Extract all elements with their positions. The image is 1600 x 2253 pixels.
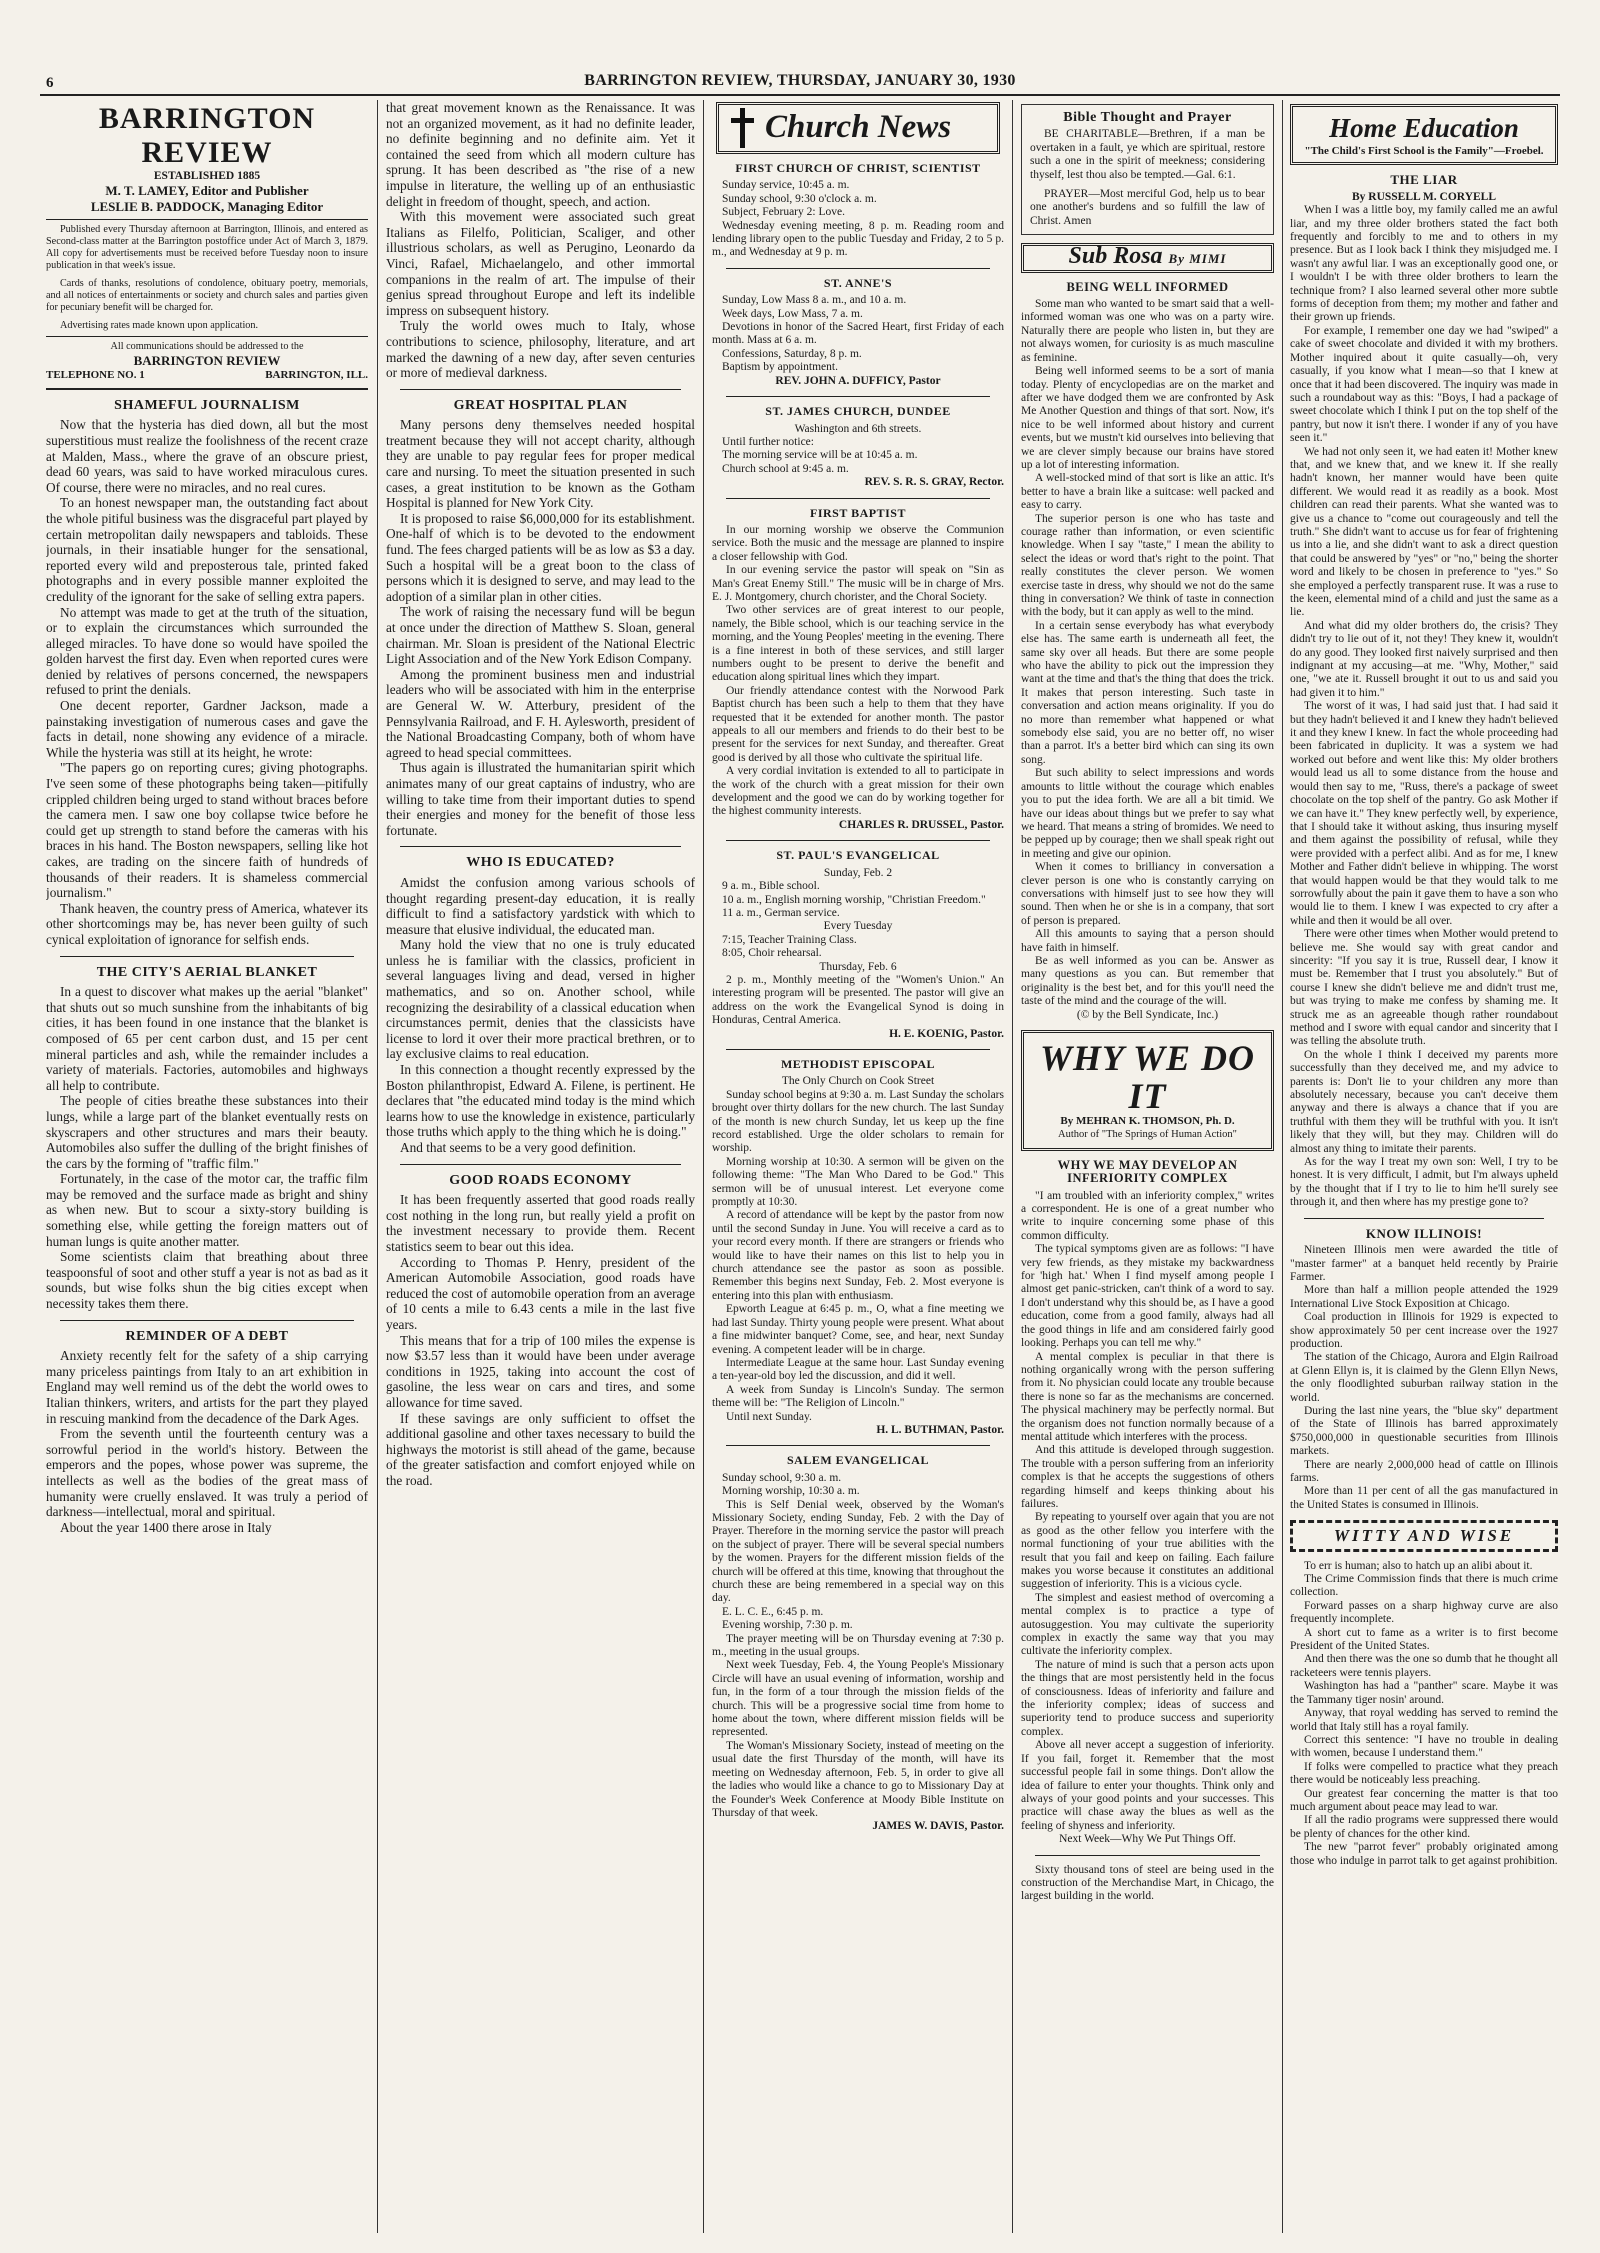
column-rule [1282, 100, 1283, 2233]
article-paragraph: Some scientists claim that breathing about three teaspoonsful of soot and other stuff a year is not as bad as it sounds, but wise folks shun the big cities except when necessity takes them there. [46, 1249, 368, 1312]
article-paragraph: Thank heaven, the country press of America, whatever its other shortcomings may be, has never been guilty of such cynical exploitation of ignorance for selfish ends. [46, 900, 368, 947]
column-editorial-2 [386, 100, 695, 2233]
church-date: Every Tuesday [823, 920, 893, 933]
article-headline: BEING WELL INFORMED [1066, 279, 1229, 294]
article-headline: THE LIAR [1390, 172, 1458, 188]
article-paragraph: Thus again is illustrated the humanitarian spirit which animates many of our great captains of industry, who are willing to take time from their important duties to spend their energies and money for the benefit of those less fortunate. [386, 760, 695, 838]
article-paragraph: that great movement known as the Renaissance. It was not an organized movement, as it had no definite leader, no definite beginning and no definite aim. Yet it contained the seed from which all modern culture has sprung. It has been described as "the rise of a new impulse in literature, the welling up of an enthusiastic delight in freedom of thought, speech, and action. [386, 100, 695, 209]
quip: If folks were compelled to practice what they preach there would be noticeably less preaching. [1290, 1760, 1558, 1787]
article-paragraph: Among the prominent business men and industrial leaders who will be associated with him in the enterprise are General W. W. Atterbury, president of the Pennsylvania Railroad, and F. H. Aylesworth, president of the National Broadcasting Company, both of whom have agreed to head special committees. [386, 666, 695, 760]
syndicate-credit: (© by the Bell Syndicate, Inc.) [1076, 1008, 1219, 1021]
church-paragraph: A very cordial invitation is extended to all to participate in the work of the church with a great mission for their own development and the good we can do by working together for the highest community interests. [712, 765, 1004, 818]
service-line: Until further notice: [722, 435, 814, 448]
page-header: BARRINGTON REVIEW, THURSDAY, JANUARY 30, 1930 [584, 72, 1016, 89]
church-service-list [712, 436, 1004, 476]
article-paragraph: Some man who wanted to be smart said that a well-informed woman was one who was on a party wire. Naturally there are people who listen in, but they are not always women, for curiosity is as much masculine as feminine. [1021, 298, 1274, 364]
bible-prayer: PRAYER—Most merciful God, help us to bear one another's burdens and so fulfill the law of Christ. Amen [1030, 188, 1265, 227]
article-paragraph: To an honest newspaper man, the outstanding fact about the whole pitiful business was the disgraceful part played by certain metropolitan daily newspapers and tabloids. These journals, in their insatiable hunger for the sensational, reported every wild and preposterous tale, printed faked photographs and in every possible manner exploited the credulity of the ignorant for the sake of selling extra papers. [46, 495, 368, 604]
article-paragraph: The nature of mind is such that a person acts upon the things that are most persistently held in the focus of consciousness. Ideas of inferiority and failure and the inferiority complex; ideas of success and superiority tend to produce success and superiority complex. [1021, 1658, 1274, 1738]
church-paragraph: Epworth League at 6:45 p. m., O, what a fine meeting we had last Sunday. Thirty young people were present. What about a fine midwinter banquet? Come, see, and hear, next Sunday evening. A competent leader will be in charge. [712, 1303, 1004, 1356]
editor-line: M. T. LAMEY, Editor and Publisher [105, 183, 309, 199]
church-service-list [712, 934, 1004, 961]
column-editorial-1 [46, 100, 368, 2233]
article-paragraph: When I was a little boy, my family called me an awful liar, and my three older brothers stated the fact both frequently and forcibly to me and to others in my presence. But as I look back I think they misjudged me. I wasn't any awful liar. I was an exceptionally good one, or I wouldn't I be with three older brothers to learn the technique from? I also learned several other more subtle forms of deception from them; my mother and father and their grown up friends. [1290, 204, 1558, 324]
article-paragraph: In this connection a thought recently expressed by the Boston philanthropist, Edward A. Filene, is pertinent. He declares that "the educated mind today is the mind which learns how to use the knowledge in existence, particularly those truths which apply to the thing which he is doing." [386, 1062, 695, 1140]
column-home [1290, 100, 1558, 2233]
service-line: Confessions, Saturday, 8 p. m. [722, 347, 862, 360]
church-paragraph: In our morning worship we observe the Communion service. Both the music and the message are planned to inspire a closer fellowship with God. [712, 523, 1004, 563]
church-date: Sunday, Feb. 2 [823, 866, 893, 879]
church-paragraph: A record of attendance will be kept by the pastor from now until the second Sunday in June. You will receive a card as to your record every month. If there are strangers or friends who would like to have their names on this list to help you in church attendance see the pastor as soon as possible. Remember this begins next Sunday, Feb. 2. Most everyone is entering into this plan with enthusiasm. [712, 1209, 1004, 1302]
church-paragraph: 2 p. m., Monthly meeting of the "Women's Union." An interesting program will be presented. The pastor will give an address on the work the Evangelical Synod is doing in Honduras, Central America. [712, 973, 1004, 1027]
service-line: 11 a. m., German service. [722, 906, 840, 919]
article-paragraph: Being well informed seems to be a sort of mania today. Plenty of encyclopedias are on the market and after we have dodged them we are confronted by Ask Me Another Question and things of that sort. Now, it's nice to be well informed about history and current events, but we mustn't kid ourselves into believing that we are clever simply because our brains have stored up a lot of interesting information. [1021, 365, 1274, 471]
publication-note: Published every Thursday afternoon at Barrington, Illinois, and entered as Second-class matter at the Barrington postoffice under Act of March 3, 1879. All copy for advertisements must be received before Tuesday noon to insure publication in that week's issue. [46, 223, 368, 271]
service-line: Evening worship, 7:30 p. m. [722, 1619, 853, 1632]
article-paragraph: For example, I remember one day we had "swiped" a cake of sweet chocolate and divided it with my brothers. Mother inquired about it quite casually—oh, very casually, if you know what I mean—so that I knew at once that it had been discovered. The inquiry was made in such a roundabout way as this: "Boys, I had a package of sweet chocolate which I think I put on the top shelf of the pantry, but now it isn't there. I wonder if any of you have seen it." [1290, 324, 1558, 445]
church-paragraph: Intermediate League at the same hour. Last Sunday evening a ten-year-old boy led the discussion, and did it well. [712, 1356, 1004, 1383]
article-paragraph: From the seventh until the fourteenth century was a sorrowful period in the world's history. Between the emperors and the popes, whose power was supreme, the intellects as well as the bodies of the great mass of humanity were cruelly enslaved. It was truly a period of darkness—intellectual, moral and spiritual. [46, 1426, 368, 1520]
column-rule [703, 100, 704, 2233]
article-paragraph: With this movement were associated such great Italians as Filelfo, Politician, Scaliger, and other illustrious scholars, as well as Perugino, Leonardo da Vinci, Rafael, Michaelangelo, and other immortal companions in the realm of art. The impulse of their genius spread throughout Europe and left its indelible impress on subsequent history. [386, 209, 695, 318]
article-byline: By RUSSELL M. CORYELL [1351, 190, 1497, 203]
article-paragraph: There are nearly 2,000,000 head of cattle on Illinois farms. [1290, 1458, 1558, 1484]
advertising-note: Advertising rates made known upon application. [60, 319, 259, 331]
article-paragraph: The people of cities breathe these substances into their lungs, while a large part of the blanket eventually rests on skyscrapers and other structures and mars their beauty. Automobiles also suffer the dulling of the bright finishes of the cars by the forming of "traffic film." [46, 1093, 368, 1171]
address-note: All communications should be addressed to the [110, 340, 304, 352]
service-line: 10 a. m., English morning worship, "Christian Freedom." [722, 893, 986, 906]
article-headline: REMINDER OF A DEBT [125, 1328, 289, 1344]
why-byline: By MEHRAN K. THOMSON, Ph. D. [1060, 1115, 1235, 1127]
church-pastor: JAMES W. DAVIS, Pastor. [872, 1820, 1004, 1833]
telephone-line [46, 368, 368, 384]
sub-rosa-byline: By MIMI [1168, 251, 1227, 267]
church-paragraph: Two other services are of great interest to our people, namely, the Bible school, which is our teaching service in the morning, and the Young Peoples' meeting in the evening. There is a fine interest in both of these services, and still larger numbers ought to be present to derive the benefit and education along spiritual lines which they impart. [712, 604, 1004, 684]
article-paragraph: It has been frequently asserted that good roads really cost nothing in the long run, but really yield a profit on the investment necessary to provide them. Recent statistics seem to bear out this idea. [386, 1192, 695, 1254]
article-paragraph: And what did my older brothers do, the crisis? They didn't try to lie out of it, not they! They knew it, wouldn't do any good. They looked first naively surprised and then indignant at my accusing—at me. "Why, Mother," said one, "we ate it. Russell brought it out to us and said you had given it to him." [1290, 619, 1558, 699]
article-paragraph: Truly the world owes much to Italy, whose contributions to science, philosophy, literature, and art marked the dawning of a new day, after seven centuries or more of medieval darkness. [386, 318, 695, 381]
church-name: FIRST BAPTIST [810, 505, 906, 520]
church-service-list [712, 1472, 1004, 1499]
article-paragraph: No attempt was made to get at the truth of the situation, or to explain the circumstances which surrounded the alleged miracles. To have done so would have spoiled the golden harvest the first day. Even when reported cures were denied by relatives of persons concerned, the newspapers refused to print the denials. [46, 604, 368, 698]
article-paragraph: "I am troubled with an inferiority complex," writes a correspondent. He is one of a great number who write to inquire concerning some phase of this common difficulty. [1021, 1189, 1274, 1242]
article-paragraph: Nineteen Illinois men were awarded the title of "master farmer" at a banquet held recently by Prairie Farmer. [1290, 1244, 1558, 1283]
church-news-banner [716, 102, 1000, 154]
service-line: E. L. C. E., 6:45 p. m. [722, 1605, 824, 1618]
why-we-do-it-banner [1021, 1030, 1274, 1151]
managing-editor-line: LESLIE B. PADDOCK, Managing Editor [90, 199, 324, 214]
telephone: TELEPHONE NO. 1 [46, 369, 145, 382]
service-line: Sunday service, 10:45 a. m. [722, 179, 850, 192]
article-paragraph: This means that for a trip of 100 miles the expense is now $3.57 less than it would have been under average conditions in 1925, taking into account the cost of gasoline, the less wear on cars and tires, and some allowance for time saved. [386, 1332, 695, 1410]
service-line: Devotions in honor of the Sacred Heart, first Friday of each month. Mass at 6 a. m. [712, 321, 1004, 347]
article-paragraph: Now that the hysteria has died down, all but the most superstitious must realize the foolishness of the recent craze at Malden, Mass., where the grave of an obscure priest, dead 60 years, was said to have worked miraculous cures. Of course, there were no miracles, and no real cures. [46, 417, 368, 495]
quip: Correct this sentence: "I have no trouble in dealing with women, because I understand them." [1290, 1733, 1558, 1760]
article-paragraph: As for the way I treat my own son: Well, I try to be honest. It is very difficult, I admit, but I'm always upheld by the thought that if I try to lie to him he'll surely see through it, and then where has my prestige gone to? [1290, 1156, 1558, 1209]
article-paragraph: The station of the Chicago, Aurora and Elgin Railroad at Glenn Ellyn is, it is claimed by the Glenn Ellyn News, the only floodlighted suburban railway station in the world. [1290, 1351, 1558, 1404]
service-line: Sunday school, 9:30 o'clock a. m. [722, 192, 877, 205]
quip: Anyway, that royal wedding has served to remind the world that Italy still has a royal family. [1290, 1707, 1558, 1733]
article-headline: GREAT HOSPITAL PLAN [453, 397, 628, 413]
service-line: 8:05, Choir rehearsal. [722, 947, 822, 960]
church-address: Washington and 6th streets. [794, 422, 922, 435]
quip: Forward passes on a sharp highway curve are also frequently incomplete. [1290, 1599, 1558, 1626]
home-education-motto: "The Child's First School is the Family"—Froebel. [1304, 145, 1544, 157]
established-line: ESTABLISHED 1885 [153, 170, 261, 182]
article-paragraph: Fortunately, in the case of the motor car, the traffic film may be removed and the surface made as bright and shiny as when new. But to scour a sixty-story building is something else, while getting the foreign matters out of human lungs is quite another matter. [46, 1171, 368, 1249]
church-service-list [712, 179, 1004, 259]
quip: The Crime Commission finds that there is much crime collection. [1290, 1573, 1558, 1599]
witty-and-wise-banner: WITTY AND WISE [1290, 1520, 1558, 1551]
church-paragraph: This is Self Denial week, observed by the Woman's Missionary Society, ending Sunday, Feb. 2 with the Day of Prayer. Therefore in the morning service the pastor will preach on the subject of prayer. There will be several special numbers by the women. Prayers for the different mission fields of the church will be offered at this time, knowing that throughout the church these are being remembered in a special way on this day. [712, 1498, 1004, 1605]
article-headline: WHY WE MAY DEVELOP AN INFERIORITY COMPLEX [1057, 1157, 1238, 1186]
article-paragraph: The typical symptoms given are as follows: "I have very few friends, as they mistake my backwardness for 'high hat.' When I find myself among people I almost get panic-stricken, can't think of a word to say. I don't understand why this should be, as I have a good education, come from a good family, always had all the good things in life and am considered fairly good looking. Perhaps you can tell me why." [1021, 1243, 1274, 1350]
church-name: FIRST CHURCH OF CHRIST, SCIENTIST [735, 161, 981, 175]
article-paragraph: One decent reporter, Gardner Jackson, made a painstaking investigation of numerous cases and gave the facts in detail, none showing any evidence of a miracle. While the hysteria was still at its height, he wrote: [46, 698, 368, 760]
article-paragraph: "The papers go on reporting cures; giving photographs. I've seen some of these photographs being taken—pitifully crippled children being urged to stand without braces before the camera men. I saw one boy collapse twice before he could get up strength to stand before the cameras with his braces in his hand. The Boston newspapers, selling like hot cakes, are trading on the sincere faith of hundreds of thousands of their readers. It is shameless commercial journalism." [46, 760, 368, 901]
church-pastor: H. L. BUTHMAN, Pastor. [876, 1423, 1004, 1436]
church-name: SALEM EVANGELICAL [787, 1453, 929, 1468]
service-line: Morning worship, 10:30 a. m. [722, 1485, 860, 1498]
home-education-title: Home Education [1329, 113, 1519, 143]
article-paragraph: The worst of it was, I had said just that. I had said it but they hadn't believed it and I knew they hadn't believed it and they knew I knew. In fact the whole proceeding had been fabricated in duplicity. It was a system we had worked out before and went like this: My older brothers would lead us all to some distance from the house and would then say to me, "Russ, there's a package of sweet chocolate on the top shelf of the pantry. Go ask Mother if we can have it." They knew perfectly well, by experience, that I should take it without asking, thus insuring myself and them against the possibility of refusal, while they were provided with a perfect alibi. And as for me, I knew Mother and Father didn't believe in whipping. The worst that would happen would be that they would talk to me sorrowfully about the pain it gave them to have a son who would lie to them. I knew I was expected to cry after a while and then it would be all over. [1290, 700, 1558, 927]
bible-verse: BE CHARITABLE—Brethren, if a man be overtaken in a fault, ye which are spiritual, restore such a one in the spirit of meekness; considering thyself, lest thou also be tempted.—Gal. 6:1. [1030, 128, 1265, 181]
column-features [1021, 100, 1274, 2233]
page-masthead [40, 66, 1560, 96]
quip: Washington has had a "panther" scare. Maybe it was the Tammany tiger nosin' around. [1290, 1680, 1558, 1706]
why-author-note: Author of "The Springs of Human Action" [1058, 1129, 1237, 1141]
article-headline: GOOD ROADS ECONOMY [449, 1172, 632, 1188]
article-paragraph: It is proposed to raise $6,000,000 for its establishment. One-half of which is to be devoted to the endowment fund. The fees charged patients will be as low as $3 a day. Such a hospital will be a great boon to the class of persons which it is designed to serve, and may lead to the adoption of a similar plan in other cities. [386, 510, 695, 604]
service-line: Week days, Low Mass, 7 a. m. [722, 307, 863, 320]
bible-thought-box [1021, 104, 1274, 235]
article-paragraph: A well-stocked mind of that sort is like an attic. It's better to have a brain like a suitcase: well packed and easy to carry. [1021, 472, 1274, 512]
article-paragraph: There were other times when Mother would pretend to believe me. She would say with great candor and sincerity: "If you say it is true, Russell dear, I know it must be. Remember that I trust you absolutely." But of course I knew she didn't believe me and didn't trust me, but was trying to make me confess by shaming me. It struck me as an agreeable though rather roundabout method and I swore with equal candor and sincerity that I was telling the absolute truth. [1290, 928, 1558, 1048]
cards-note: Cards of thanks, resolutions of condolence, obituary poetry, memorials, and all notices of entertainments or society and church sales and parties given for pecuniary benefit will be charged for. [46, 277, 368, 313]
church-service-list [712, 880, 1004, 920]
article-paragraph: Many hold the view that no one is truly educated unless he is familiar with the classics, proficient in several languages living and dead, versed in higher mathematics, and so on. Another school, while recognizing the desirability of a classical education when circumstances permit, denies that the classicists have license to lord it over their more practical brethren, or to lay exclusive claims to real education. [386, 937, 695, 1062]
church-address: The Only Church on Cook Street [781, 1075, 935, 1088]
church-paragraph: A week from Sunday is Lincoln's Sunday. The sermon theme will be: "The Religion of Lincoln." [712, 1383, 1004, 1410]
article-paragraph: More than half a million people attended the 1929 International Live Stock Exposition at Chicago. [1290, 1284, 1558, 1310]
service-line: Sunday, Low Mass 8 a. m., and 10 a. m. [722, 294, 907, 307]
church-pastor: REV. JOHN A. DUFFICY, Pastor [775, 374, 941, 387]
church-name: ST. PAUL'S EVANGELICAL [776, 848, 940, 863]
column-church-news [712, 100, 1004, 2233]
sub-rosa-title: Sub Rosa [1068, 243, 1163, 270]
article-paragraph: According to Thomas P. Henry, president of the American Automobile Association, good roads have reduced the cost of automobile operation from an average of 10 cents a mile to 6.43 cents a mile in the last five years. [386, 1254, 695, 1332]
article-paragraph: During the last nine years, the "blue sky" department of the State of Illinois has barred approximately $750,000,000 in questionable securities from Illinois markets. [1290, 1404, 1558, 1458]
church-pastor: H. E. KOENIG, Pastor. [889, 1027, 1004, 1040]
service-line: Subject, February 2: Love. [722, 206, 845, 219]
home-education-banner [1290, 104, 1558, 165]
article-paragraph: Many persons deny themselves needed hospital treatment because they will not accept charity, although they are unable to pay regular fees for proper medical care and nursing. To meet the situation presented in such cases, a great institution to be known as the Gotham Hospital is planned for New York City. [386, 417, 695, 511]
sub-rosa-banner [1021, 243, 1274, 272]
article-paragraph: The work of raising the necessary fund will be begun at once under the direction of Matthew S. Sloan, general chairman. Mr. Sloan is president of the National Electric Light Association and of the New York Edison Company. [386, 604, 695, 667]
article-paragraph: In a quest to discover what makes up the aerial "blanket" that shuts out so much sunshine from the inhabitants of big cities, it has been found in one instance that the blanket is composed of 65 per cent carbon dust, and 15 per cent mineral particles and ash, while the remainder includes a variety of materials. Factories, automobiles and highways all help to contribute. [46, 984, 368, 1093]
service-line: Baptism by appointment. [722, 361, 838, 374]
quip: The new "parrot fever" probably originated among those who indulge in parrot talk to get against prohibition. [1290, 1841, 1558, 1867]
article-paragraph: If these savings are only sufficient to offset the additional gasoline and other taxes necessary to build the highways the motorist is still ahead of the game, because of the greater satisfaction and comfort enjoyed while on the road. [386, 1410, 695, 1488]
service-line: The morning service will be at 10:45 a. m. [722, 449, 918, 462]
article-paragraph: Anxiety recently felt for the safety of a ship carrying many priceless paintings from Italy to an art exhibition in England may well remind us of the debt the world owes to Italian thinkers, writers, and artists for the part they played in rescuing mankind from the decadence of the Dark Ages. [46, 1348, 368, 1426]
page-number: 6 [46, 75, 54, 91]
service-line: 9 a. m., Bible school. [722, 880, 820, 893]
church-service-list [712, 1606, 1004, 1633]
cross-icon [729, 108, 755, 148]
article-paragraph: A mental complex is peculiar in that there is nothing organically wrong with the person suffering from it. No physician could locate any trouble because there is none so far as the mechanisms are concerned. The physical machinery may be perfectly normal. But the organism does not function normally because of a mental attitude which interferes with the process. [1021, 1350, 1274, 1443]
church-paragraph: Until next Sunday. [726, 1410, 812, 1423]
newspaper-name: BARRINGTON REVIEW [98, 102, 316, 169]
article-paragraph: Sixty thousand tons of steel are being used in the construction of the Merchandise Mart, in Chicago, the largest building in the world. [1021, 1863, 1274, 1903]
article-paragraph: But such ability to select impressions and words amounts to little without the courage which enables you to put the idea forth. We are all a bit timid. We have our ideas about things but we prefer to say what we heard. That means a string of bromides. We need to be pepped up by courage; then we shall speak right out in meeting and give our opinion. [1021, 767, 1274, 860]
quip: Our greatest fear concerning the matter is that too much argument about peace may lead to war. [1290, 1787, 1558, 1813]
service-line: Church school at 9:45 a. m. [722, 462, 849, 475]
article-paragraph: By repeating to yourself over again that you are not as good as the other fellow you interfere with the normal functioning of your true abilities with the result that you fail and keep on failing. Each failure makes you worse because it constitutes an additional suggestion of inferiority. This is a vicious cycle. [1021, 1511, 1274, 1591]
article-paragraph: More than 11 per cent of all the gas manufactured in the United States is consumed in Illinois. [1290, 1485, 1558, 1511]
service-line: 7:15, Teacher Training Class. [722, 933, 857, 946]
quip: To err is human; also to hatch up an alibi about it. [1304, 1559, 1533, 1572]
article-paragraph: In a certain sense everybody has what everybody else has. The same earth is underneath all feet, the same sky over all heads. But there are some people who have the ability to pick out the impression they want at the time and that's the thing that does the trick. It makes that person interesting. Such taste in conversation and action means originality. If you do no more than remember what happened or what somebody else said, you are no better off, no wiser than a parrot. It's a better bird which can sing its own song. [1021, 619, 1274, 766]
church-name: ST. JAMES CHURCH, DUNDEE [765, 404, 951, 419]
column-rule [377, 100, 378, 2233]
article-paragraph: Be as well informed as you can be. Answer as many questions as you can. But remember that originality is the best bet, and for this you'll need the taste of the mind and the courage of the will. [1021, 954, 1274, 1008]
article-paragraph: When it comes to brilliancy in conversation a clever person is one who is constantly carrying on conversations with himself just to see how they will sound. Then when he or she is in a company, that sort of person is prepared. [1021, 861, 1274, 927]
church-news-title: Church News [765, 109, 952, 146]
church-service-list [712, 294, 1004, 374]
church-paragraph: Sunday school begins at 9:30 a. m. Last Sunday the scholars brought over thirty dollars for the new church. The last Sunday of the month is new church Sunday, let us keep up the fine record established. Urge the older scholars to remain for worship. [712, 1088, 1004, 1155]
article-headline: KNOW ILLINOIS! [1365, 1225, 1483, 1241]
article-paragraph: Coal production in Illinois for 1929 is expected to show approximately 50 per cent increase over the 1927 production. [1290, 1311, 1558, 1350]
article-paragraph: Above all never accept a suggestion of inferiority. If you fail, forget it. Remember that the most successful people fail in some things. Don't allow the idea of failure to enter your thoughts. Think only and always of your good points and your successes. This practice will chase away the blues as well as the feeling of shyness and inferiority. [1021, 1739, 1274, 1832]
church-date: Thursday, Feb. 6 [819, 960, 897, 973]
article-headline: THE CITY'S AERIAL BLANKET [96, 964, 318, 980]
church-paragraph: Next week Tuesday, Feb. 4, the Young People's Missionary Circle will have an usual evening of information, worship and fun, in the form of a tour through the mission fields of the church. This will be a progressive social time from home to home about the town, where different mission fields will be represented. [712, 1659, 1004, 1739]
church-paragraph: Morning worship at 10:30. A sermon will be given on the following theme: "The Man Who Dared to be God." This sermon will be of unusual interest. Let everyone come promptly at 10:30. [712, 1155, 1004, 1209]
article-paragraph: On the whole I think I deceived my parents more successfully than they deceived me, and my advice to parents is: Don't lie to your children any more than absolutely necessary, because you can't deceive them anyway and there is always a chance that if you are truthful with them they will be truthful with you. It isn't likely that they will, but they may. Children will do almost any thing to imitate their parents. [1290, 1048, 1558, 1155]
article-paragraph: The simplest and easiest method of overcoming a mental complex is to practice a type of autosuggestion. You may cultivate the superiority complex in exactly the same way that you may cultivate the inferiority complex. [1021, 1591, 1274, 1658]
address-name: BARRINGTON REVIEW [133, 352, 281, 368]
church-pastor: REV. S. R. S. GRAY, Rector. [864, 476, 1004, 489]
article-paragraph: The superior person is one who has taste and courage rather than information, or even scientific knowledge. When I say "taste," I mean the ability to select the ideas or word that's right to the point. That really constitutes the clever person. We women exercise taste in dress, why should we not do the same thing in conversation? We think of taste in connection with the body, but it can apply as well to the mind. [1021, 512, 1274, 619]
article-paragraph: Amidst the confusion among various schools of thought regarding present-day education, it is really difficult to find a satisfactory yardstick with which to measure that elusive individual, the educated man. [386, 874, 695, 937]
service-line: Sunday school, 9:30 a. m. [722, 1471, 842, 1484]
article-paragraph: About the year 1400 there arose in Italy [60, 1519, 272, 1535]
church-paragraph: In our evening service the pastor will speak on "Sin as Man's Great Enemy Still." The music will be in charge of Mrs. E. J. Montgomery, church chorister, and the Choral Society. [712, 564, 1004, 603]
quip: And then there was the one so dumb that he thought all racketeers were tennis players. [1290, 1653, 1558, 1679]
bible-thought-title: Bible Thought and Prayer [1063, 110, 1232, 125]
church-name: ST. ANNE'S [823, 275, 893, 290]
service-line: Wednesday evening meeting, 8 p. m. Reading room and lending library open to the public Tuesday and Friday, 2 to 5 p. m., and Wednesday at 9 p. m. [712, 219, 1004, 259]
church-paragraph: Our friendly attendance contest with the Norwood Park Baptist church has been such a help to them that they have requested that it be extended for another month. The pastor appeals to all our members and friends to do their best to be present for the services for next Sunday, and thereafter. Great good is derived by all those who cultivate the spiritual life. [712, 684, 1004, 764]
church-name: METHODIST EPISCOPAL [780, 1056, 936, 1071]
next-week-note: Next Week—Why We Put Things Off. [1059, 1833, 1236, 1846]
article-headline: SHAMEFUL JOURNALISM [114, 397, 300, 413]
article-paragraph: All this amounts to saying that a person should have faith in himself. [1021, 928, 1274, 954]
article-paragraph: And this attitude is developed through suggestion. The trouble with a person suffering from an inferiority complex is that he accepts the suggestions of others regarding himself and keeps thinking about his failures. [1021, 1444, 1274, 1510]
article-paragraph: We had not only seen it, we had eaten it! Mother knew that, and we knew that, and we knew it. If she really hadn't known, her manner would have been quite different. We would read it as readily as a book. Most children can read their parents. What she wanted was to give us a chance to "come out courageously and tell the truth." She didn't want to accuse us for fear of frightening us into a lie, and she didn't want to ask a direct question that could be answered by "yes" or "no," being the shorter word and likely to be chosen in preference to "yes." So she employed a perfectly transparent ruse. It was a ruse to the keen, elemental mind of a child and just the same as a lie. [1290, 445, 1558, 619]
quip: A short cut to fame as a writer is to first become President of the United States. [1290, 1626, 1558, 1653]
article-headline: WHO IS EDUCATED? [466, 855, 615, 871]
why-we-do-it-title: WHY WE DO IT [1039, 1038, 1256, 1116]
church-paragraph: The prayer meeting will be on Thursday evening at 7:30 p. m., meeting in the usual groups. [712, 1632, 1004, 1659]
church-pastor: CHARLES R. DRUSSEL, Pastor. [838, 818, 1004, 831]
church-paragraph: The Woman's Missionary Society, instead of meeting on the usual date the first Thursday of the month, will have its meeting on Wednesday afternoon, Feb. 5, in order to give all the ladies who would like a chance to go to Missionary Day at the Founder's Week Conference at Moody Bible Institute on Thursday of that week. [712, 1739, 1004, 1819]
column-rule [1012, 100, 1013, 2233]
city: BARRINGTON, ILL. [265, 369, 368, 382]
article-paragraph: And that seems to be a very good definition. [400, 1140, 636, 1155]
quip: If all the radio programs were suppressed there would be plenty of chances for the other kind. [1290, 1814, 1558, 1840]
